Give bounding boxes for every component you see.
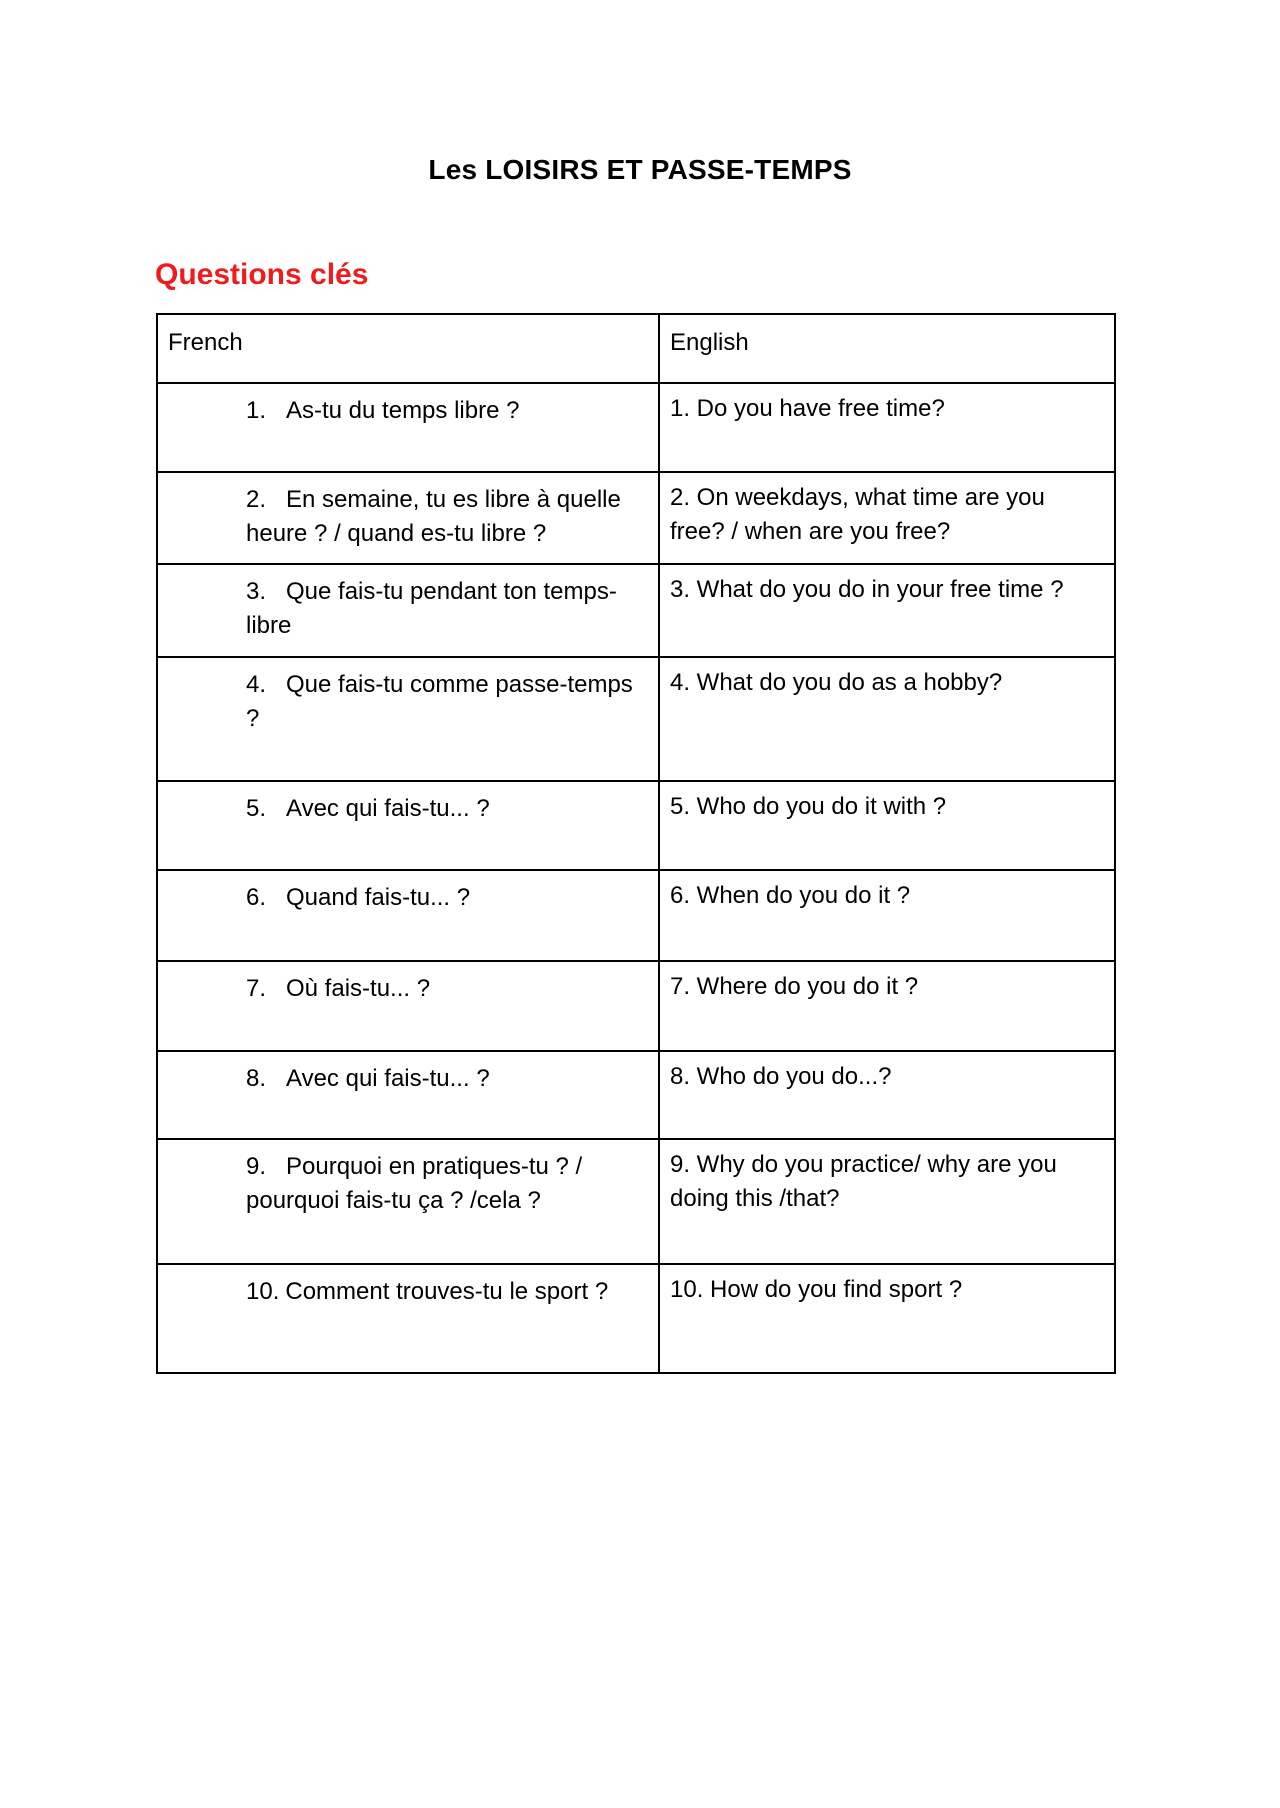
french-question: Quand fais-tu... ? [286, 884, 471, 911]
item-number: 1. [246, 397, 267, 424]
french-question: Avec qui fais-tu... ? [286, 1065, 490, 1092]
french-cell [157, 1264, 659, 1373]
table-row [157, 1051, 1115, 1139]
english-translation: 5. Who do you do it with ? [659, 781, 1115, 870]
french-question: Que fais-tu comme passe-temps ? [246, 671, 633, 732]
item-number: 3. [246, 578, 267, 605]
french-cell [157, 472, 659, 564]
english-translation: 1. Do you have free time? [659, 383, 1115, 472]
table-row [157, 781, 1115, 870]
table-row [157, 1264, 1115, 1373]
english-translation: 4. What do you do as a hobby? [659, 657, 1115, 781]
french-question: Comment trouves-tu le sport ? [285, 1278, 609, 1305]
page-title: Les LOISIRS ET PASSE-TEMPS [428, 154, 852, 185]
item-number: 9. [246, 1153, 267, 1180]
english-translation: 10. How do you find sport ? [659, 1264, 1115, 1373]
french-cell [157, 961, 659, 1051]
french-question: Avec qui fais-tu... ? [286, 795, 490, 822]
table-row [157, 383, 1115, 472]
french-question: En semaine, tu es libre à quelle heure ? / quand es-tu libre ? [246, 486, 621, 547]
table-row [157, 1139, 1115, 1264]
english-translation: 6. When do you do it ? [659, 870, 1115, 961]
french-cell [157, 870, 659, 961]
english-translation: 9. Why do you practice/ why are you doing this /that? [659, 1139, 1115, 1264]
item-number: 4. [246, 671, 267, 698]
table-row [157, 961, 1115, 1051]
item-number: 10. [246, 1278, 280, 1305]
table-row [157, 657, 1115, 781]
english-translation: 8. Who do you do...? [659, 1051, 1115, 1139]
table-row [157, 472, 1115, 564]
table-row [157, 564, 1115, 657]
item-number: 8. [246, 1065, 267, 1092]
header-french: French [157, 314, 659, 383]
item-number: 7. [246, 975, 267, 1002]
french-question: Pourquoi en pratiques-tu ? / pourquoi fais-tu ça ? /cela ? [246, 1153, 583, 1214]
french-question: As-tu du temps libre ? [286, 397, 520, 424]
french-question: Où fais-tu... ? [286, 975, 431, 1002]
french-cell [157, 383, 659, 472]
section-heading: Questions clés [155, 258, 369, 291]
french-cell [157, 1051, 659, 1139]
english-translation: 3. What do you do in your free time ? [659, 564, 1115, 657]
item-number: 6. [246, 884, 267, 911]
item-number: 5. [246, 795, 267, 822]
french-cell [157, 1139, 659, 1264]
header-english: English [659, 314, 1115, 383]
french-cell [157, 564, 659, 657]
english-translation: 7. Where do you do it ? [659, 961, 1115, 1051]
table-row [157, 870, 1115, 961]
french-cell [157, 781, 659, 870]
item-number: 2. [246, 486, 267, 513]
french-cell [157, 657, 659, 781]
table-header-row [157, 314, 1115, 383]
english-translation: 2. On weekdays, what time are you free? / when are you free? [659, 472, 1115, 564]
vocabulary-table [156, 313, 1116, 1374]
french-question: Que fais-tu pendant ton temps-libre [246, 578, 617, 639]
